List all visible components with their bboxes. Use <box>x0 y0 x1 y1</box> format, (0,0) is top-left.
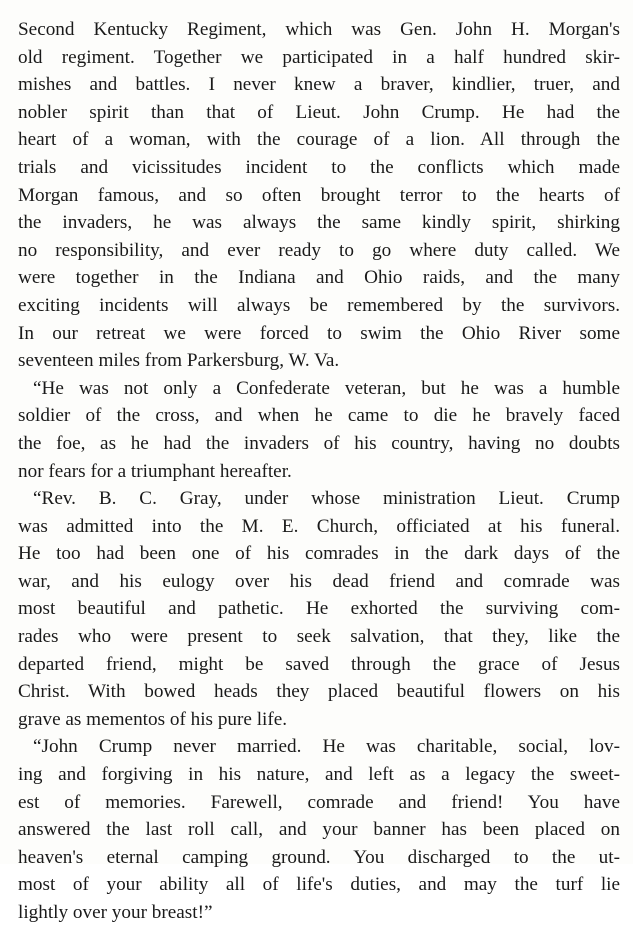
text-line: mishes and battles. I never knew a braver, kindlier, truer, and <box>18 74 620 96</box>
text-line: soldier of the cross, and when he came to die he bravely faced <box>18 405 620 427</box>
text-line: most beautiful and pathetic. He exhorted the surviving com- <box>18 598 620 620</box>
paragraph-start-line: “He was not only a Confederate veteran, but he was a humble <box>33 377 620 399</box>
text-line: were together in the Indiana and Ohio raids, and the many <box>18 267 620 289</box>
text-line: the invaders, he was always the same kindly spirit, shirking <box>18 212 620 234</box>
paragraph-end-line: nor fears for a triumphant hereafter. <box>18 460 292 482</box>
paragraph-end-line: lightly over your breast!” <box>18 902 213 923</box>
paragraph-end-line: seventeen miles from Parkersburg, W. Va. <box>18 350 340 372</box>
text-line: was admitted into the M. E. Church, officiated at his funeral. <box>18 515 620 537</box>
text-line: heaven's eternal camping ground. You discharged to the ut- <box>18 846 620 868</box>
text-line: trials and vicissitudes incident to the conflicts which made <box>18 156 620 178</box>
text-line: Morgan famous, and so often brought terror to the hearts of <box>18 184 620 206</box>
text-line: exciting incidents will always be remembered by the survivors. <box>18 294 620 316</box>
text-line: nobler spirit than that of Lieut. John Crump. He had the <box>18 101 620 123</box>
text-line: most of your ability all of life's duties, and may the turf lie <box>18 874 620 896</box>
text-line: Second Kentucky Regiment, which was Gen. John H. Morgan's <box>18 19 620 40</box>
text-line: Christ. With bowed heads they placed beautiful flowers on his <box>18 681 620 703</box>
text-line: rades who were present to seek salvation, that they, like the <box>18 626 620 648</box>
text-line: the foe, as he had the invaders of his country, having no doubts <box>18 432 620 454</box>
text-line: old regiment. Together we participated in a half hundred skir- <box>18 46 620 68</box>
text-line: no responsibility, and ever ready to go where duty called. We <box>18 239 620 261</box>
paragraph-start-line: “John Crump never married. He was charitable, social, lov- <box>33 736 620 758</box>
paragraph-start-line: “Rev. B. C. Gray, under whose ministration Lieut. Crump <box>33 488 620 510</box>
text-line: departed friend, might be saved through the grace of Jesus <box>18 653 620 675</box>
text-line: In our retreat we were forced to swim the Ohio River some <box>18 322 620 344</box>
paragraph-end-line: grave as mementos of his pure life. <box>18 708 288 730</box>
text-line: answered the last roll call, and your banner has been placed on <box>18 819 620 841</box>
text-line: ing and forgiving in his nature, and left as a legacy the sweet- <box>18 764 620 786</box>
text-line: war, and his eulogy over his dead friend and comrade was <box>18 570 620 592</box>
text-line: heart of a woman, with the courage of a lion. All through the <box>18 129 620 151</box>
body-text <box>18 16 620 927</box>
text-line: He too had been one of his comrades in the dark days of the <box>18 543 620 565</box>
text-line: est of memories. Farewell, comrade and friend! You have <box>18 791 620 813</box>
